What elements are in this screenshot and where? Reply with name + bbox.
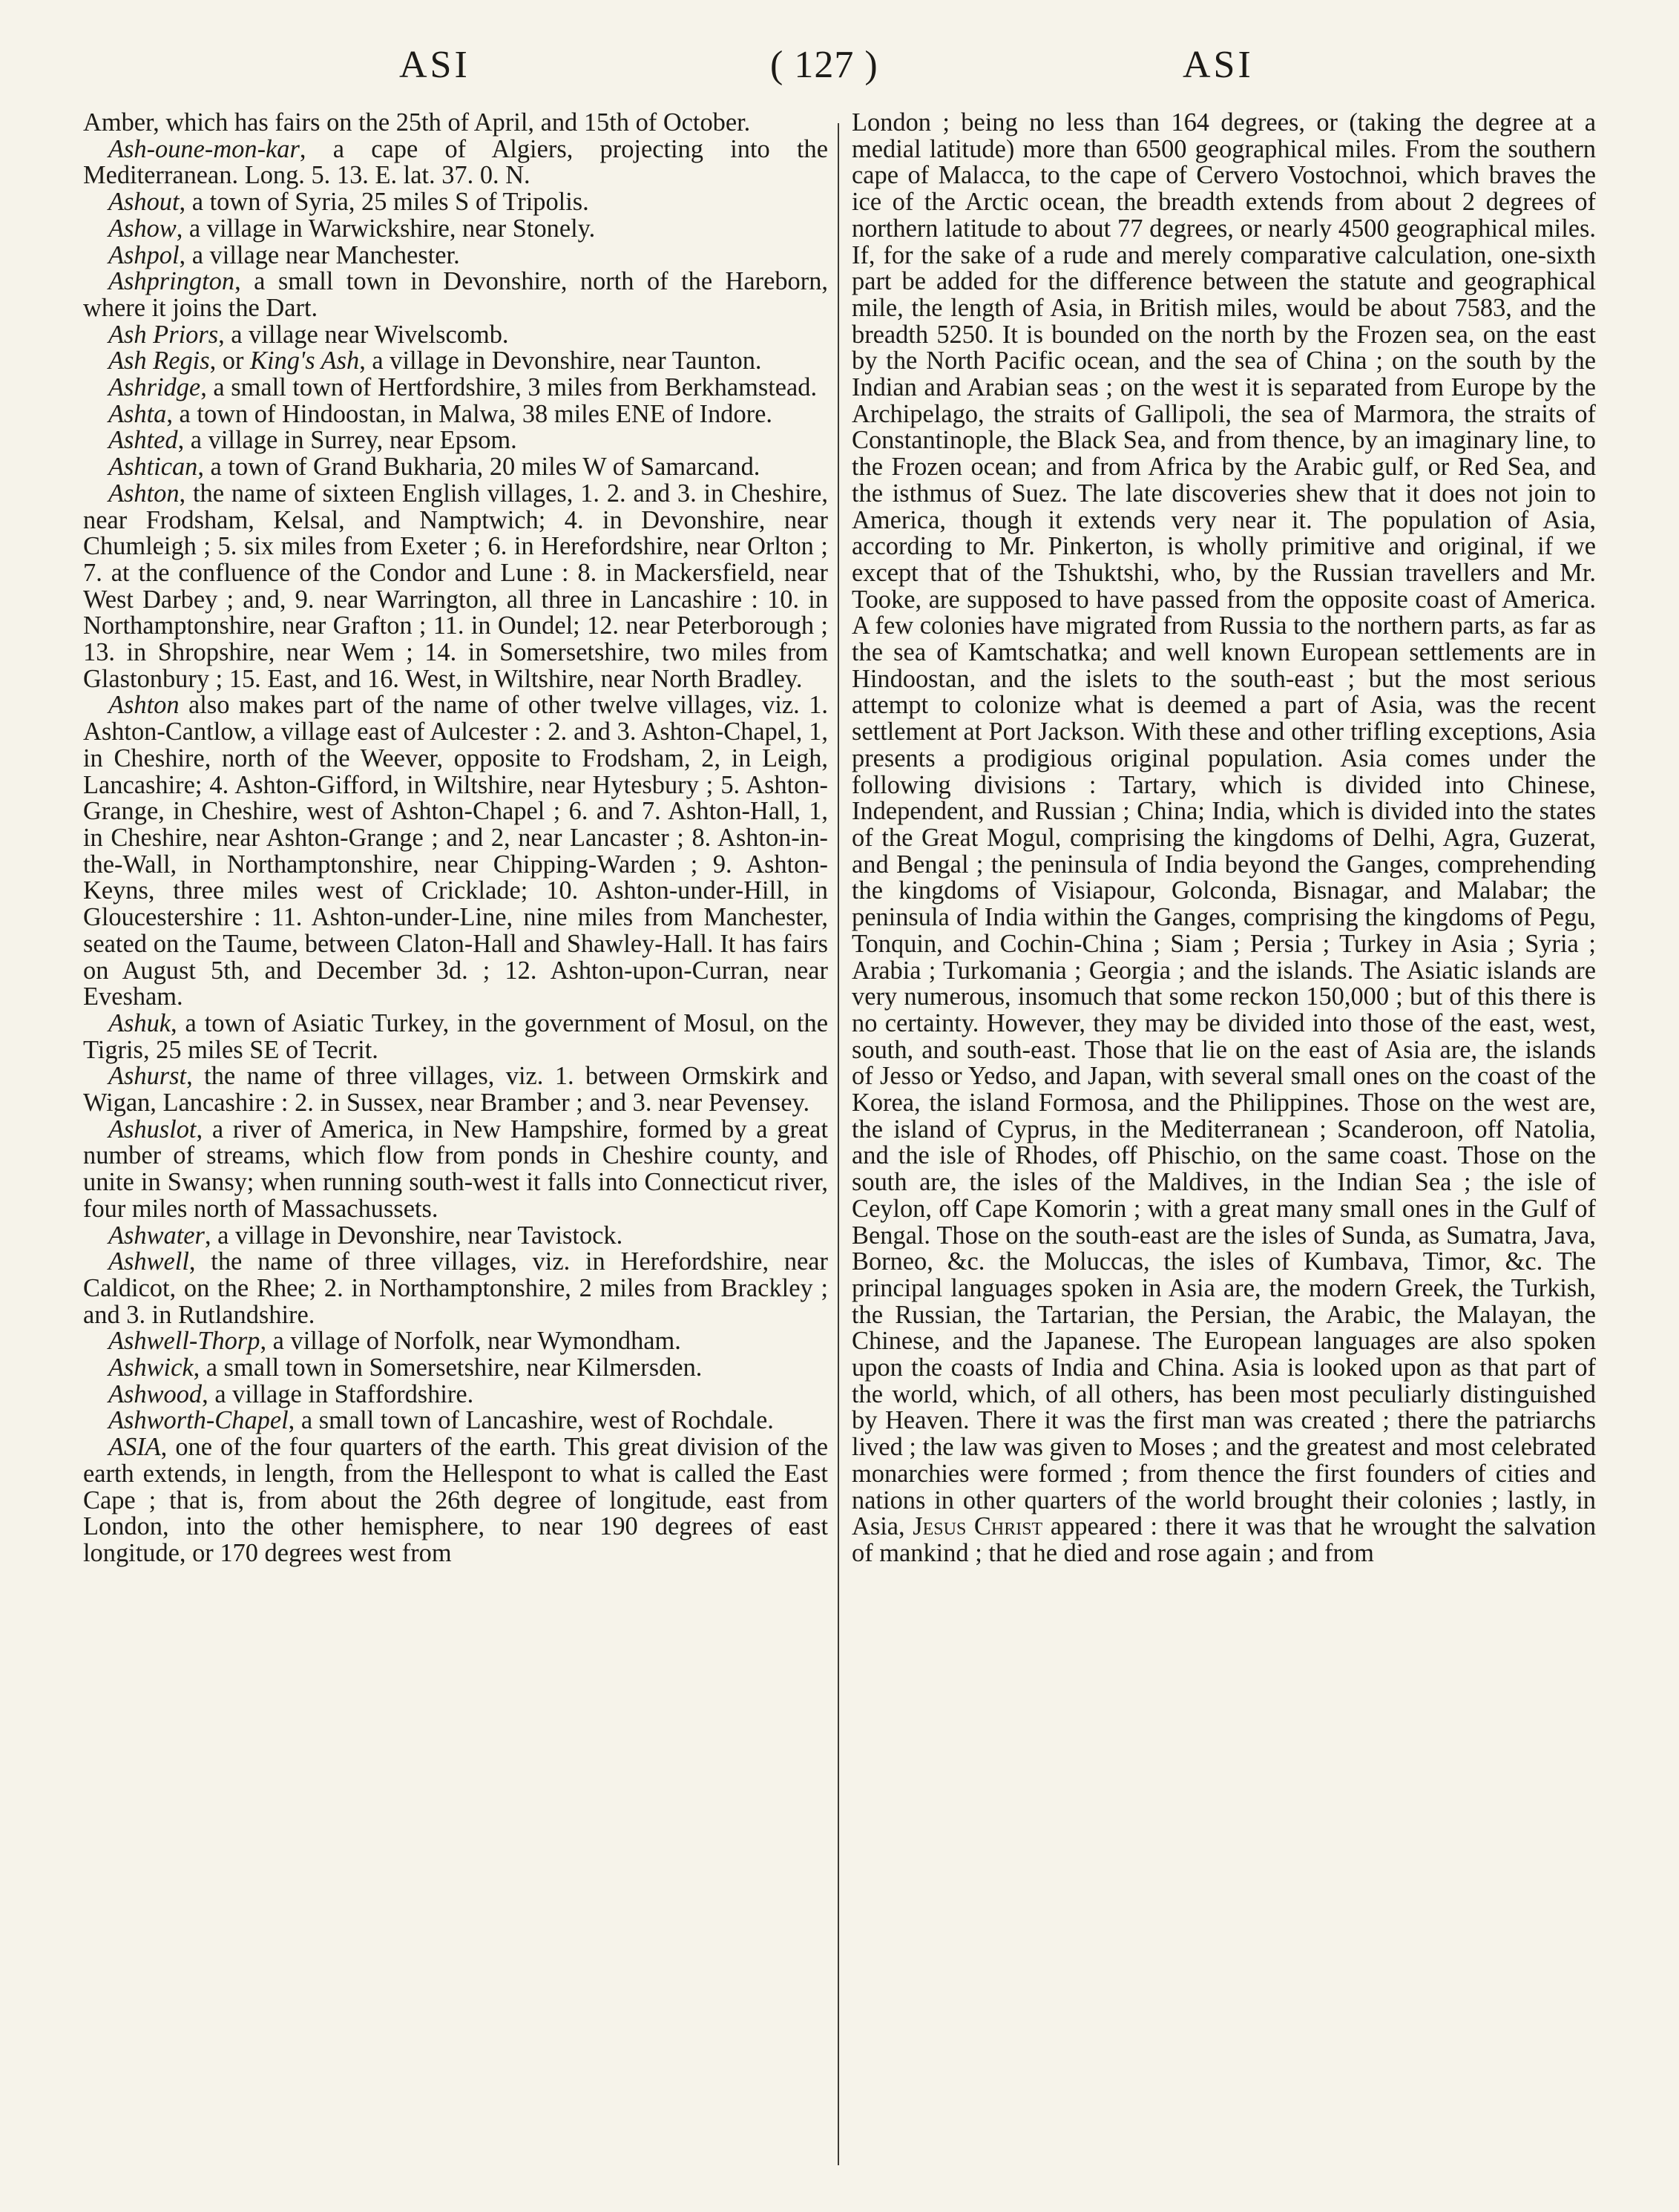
dictionary-entry [83, 375, 828, 401]
dictionary-entry [83, 481, 828, 693]
entry-text: , a village in Surrey, near Epsom. [177, 426, 517, 455]
entry-headword: Ashwick [108, 1353, 194, 1382]
entry-headword: King's Ash [250, 347, 360, 375]
entry-text: , a village in Devonshire, near Tavistock. [204, 1221, 623, 1250]
entry-headword: Ashwell-Thorp [108, 1327, 260, 1356]
entry-text: Amber, which has fairs on the 25th of April, and 15th of October. [83, 110, 751, 137]
entry-text: , a small town in Devonshire, north of the Hareborn, where it joins the Dart. [83, 267, 828, 322]
entry-headword: Ashton [108, 691, 180, 720]
dictionary-entry [83, 189, 828, 216]
entry-headword: Ash Regis [108, 347, 210, 375]
dictionary-entry [83, 1408, 828, 1434]
entry-headword: Ashworth-Chapel [108, 1406, 289, 1435]
entry-text: , a river of America, in New Hampshire, formed by a great number of streams, which flow from ponds in Cheshire county, and unite in Swansy; when running south-west it falls into Connecticut river, four miles north of Massachussets. [83, 1115, 828, 1223]
entry-headword: Ashprington [108, 267, 235, 296]
dictionary-entry [83, 427, 828, 454]
dictionary-entry [83, 1249, 828, 1328]
entry-text: , the name of sixteen English villages, 1. 2. and 3. in Cheshire, near Frodsham, Kelsal, and Namptwich; 4. in Devonshire, near Chumleigh ; 5. six miles from Exeter ; 6. in Herefordshire, near Orlton ; 7. at the confluence of the Condor and Lune : 8. in Mackersfield, near West Darbey ; and, 9. near Warrington, all three in Lancashire : 10. in Northamptonshire, near Grafton ; 11. in Oundel; 12. near Peterborough ; 13. in Shropshire, near Wem ; 14. in Somersetshire, two miles from Glastonbury ; 15. East, and 16. West, in Wiltshire, near North Bradley. [83, 479, 828, 693]
right-column [852, 110, 1596, 2173]
entry-text: , a town of Grand Bukharia, 20 miles W of Samarcand. [197, 453, 760, 482]
entry-headword: Ash Priors [108, 320, 219, 349]
left-column [83, 110, 828, 2173]
entry-headword: Ashridge [108, 373, 201, 402]
asia-entry-continuation [852, 110, 1596, 1567]
entry-text: , a village near Manchester. [179, 240, 460, 269]
dictionary-entry [83, 401, 828, 428]
asia-text-after: appeared : there it was that he wrought the salvation of mankind ; that he died and rose again ; and from [852, 1512, 1596, 1567]
dictionary-entry [83, 322, 828, 349]
dictionary-entry [83, 1355, 828, 1382]
entry-text: , a village near Wivelscomb. [218, 320, 509, 349]
dictionary-entry [83, 454, 828, 481]
running-head-right: ASI [1183, 44, 1254, 86]
column-divider [838, 123, 839, 2165]
entry-text: , a village in Devonshire, near Taunton. [359, 347, 762, 375]
entry-headword: Ashwell [108, 1247, 189, 1276]
dictionary-entry [83, 348, 828, 375]
dictionary-entry [83, 1223, 828, 1250]
entry-headword: Ashuslot [108, 1115, 197, 1143]
asia-text-before: London ; being no less than 164 degrees, or (taking the degree at a medial latitude) more than 6500 geographical miles. From the southern cape of Malacca, to the cape of Cervero Vostochnoi, which braves the ice of the Arctic ocean, the breadth extends from about 2 degrees of northern latitude to about 77 degrees, or nearly 4500 geographical miles. If, for the sake of a rude and merely comparative calculation, one-sixth part be added for the difference between the statute and geographical mile, the length of Asia, in British miles, would be about 7583, and the breadth 5250. It is bounded on the north by the Frozen sea, on the east by the North Pacific ocean, and the sea of China ; on the south by the Indian and Arabian seas ; on the west it is separated from Europe by the Archipelago, the straits of Gallipoli, the sea of Marmora, the straits of Constantinople, the Black Sea, and from thence, by an imaginary line, to the Frozen ocean; and from Africa by the Arabic gulf, or Red Sea, and the isthmus of Suez. The late discoveries shew that it does not join to America, though it extends very near it. The population of Asia, according to Mr. Pinkerton, is wholly primitive and original, if we except that of the Tshuktshi, who, by the Russian travellers and Mr. Tooke, are supposed to have passed from the opposite coast of America. A few colonies have migrated from Russia to the northern parts, as far as the sea of Kamtschatka; and well known European settlements are in Hindoostan, and the islets to the south-east ; but the most serious attempt to colonize what is deemed a part of Asia, was the recent settlement at Port Jackson. With these and other trifling exceptions, Asia presents a prodigious original population. Asia comes under the following divisions : Tartary, which is divided into Chinese, Independent, and Russian ; China; India, which is divided into the states of the Great Mogul, comprising the kingdoms of Delhi, Agra, Guzerat, and Bengal ; the peninsula of India beyond the Ganges, comprehending the kingdoms of Visiapour, Golconda, Bisnagar, and Malabar; the peninsula of India within the Ganges, comprising the kingdoms of Pegu, Tonquin, and Cochin-China ; Siam ; Persia ; Turkey in Asia ; Syria ; Arabia ; Turkomania ; Georgia ; and the islands. The Asiatic islands are very numerous, insomuch that some reckon 150,000 ; but of this there is no certainty. However, they may be divided into those of the east, west, south, and south-east. Those that lie on the east of Asia are, the islands of Jesso or Yedso, and Japan, with several small ones on the coast of the Korea, the island Formosa, and the Philippines. Those on the west are, the island of Cyprus, in the Mediterranean ; Scanderoon, off Natolia, and the isle of Rhodes, off Phischio, on the same coast. Those on the south are, the isles of the Maldives, in the Indian Sea ; the isle of Ceylon, off Cape Komorin ; with a great many small ones in the Gulf of Bengal. Those on the south-east are the isles of Sunda, as Sumatra, Java, Borneo, &c. the Moluccas, the isles of Kumbava, Timor, &c. The principal languages spoken in Asia are, the modern Greek, the Turkish, the Russian, the Tartarian, the Persian, the Arabic, the Malayan, the Chinese, and the Japanese. The European languages are also spoken upon the coasts of India and China. Asia is looked upon as that part of the world, which, of all others, has been most peculiarly distinguished by Heaven. There it was the first man was created ; there the patriarchs lived ; the law was given to Moses ; and the greatest and most celebrated monarchies were formed ; from thence the first founders of cities and nations in other quarters of the world brought their colonies ; lastly, in Asia, [852, 110, 1596, 1541]
entry-text: , a village in Staffordshire. [202, 1379, 474, 1408]
entry-text: , a town of Asiatic Turkey, in the government of Mosul, on the Tigris, 25 miles SE of Tecrit. [83, 1008, 828, 1064]
dictionary-entry [83, 1063, 828, 1116]
entry-text: , a village in Warwickshire, near Stonely. [176, 214, 596, 243]
entry-text: , the name of three villages, viz. in Herefordshire, near Caldicot, on the Rhee; 2. in Northamptonshire, 2 miles from Brackley ; and 3. in Rutlandshire. [83, 1247, 828, 1329]
entry-text: , a town of Hindoostan, in Malwa, 38 miles ENE of Indore. [166, 399, 772, 428]
dictionary-entry [83, 110, 828, 137]
small-caps-name: Jesus Christ [913, 1512, 1043, 1541]
entry-headword: Ashted [108, 426, 178, 455]
dictionary-entry [83, 1379, 828, 1408]
entry-text: , a cape of Algiers, projecting into the Mediterranean. Long. 5. 13. E. lat. 37. 0. N. [83, 134, 828, 190]
entry-headword: Ashton [108, 479, 180, 508]
dictionary-entry [83, 1434, 828, 1567]
dictionary-entry [83, 240, 828, 269]
entry-headword: Ashurst [108, 1062, 187, 1091]
entry-headword: Ash-oune-mon-kar [108, 134, 300, 163]
entry-headword: Ashpol [108, 240, 180, 269]
entry-text: , one of the four quarters of the earth. This great division of the earth extends, in length, from the Hellespont to what is called the East Cape ; that is, from about the 26th degree of longitude, east from London, into the other hemisphere, to near 190 degrees of east longitude, or 170 degrees west from [83, 1433, 828, 1567]
dictionary-entry [83, 134, 828, 190]
entry-headword: ASIA [108, 1433, 161, 1462]
entry-text: , a village of Norfolk, near Wymondham. [260, 1327, 681, 1356]
entry-headword: Ashwater [108, 1221, 205, 1250]
entry-text: also makes part of the name of other twelve villages, viz. 1. Ashton-Cantlow, a village east of Aulcester : 2. and 3. Ashton-Chapel, 1, in Cheshire, north of the Weever, opposite to Frodsham, 2, in Leigh, Lancashire; 4. Ashton-Gifford, in Wiltshire, near Hytesbury ; 5. Ashton-Grange, in Cheshire, west of Ashton-Chapel ; 6. and 7. Ashton-Hall, 1, in Cheshire, near Ashton-Grange ; and 2, near Lancaster ; 8. Ashton-in-the-Wall, in Northamptonshire, near Chipping-Warden ; 9. Ashton-Keyns, three miles west of Cricklade; 10. Ashton-under-Hill, in Gloucestershire : 11. Ashton-under-Line, nine miles from Manchester, seated on the Taume, between Claton-Hall and Shawley-Hall. It has fairs on August 5th, and December 3d. ; 12. Ashton-upon-Curran, near Evesham. [83, 691, 828, 1011]
entry-text: , a town of Syria, 25 miles S of Tripolis. [179, 188, 589, 217]
dictionary-entry [83, 1008, 828, 1064]
entry-headword: Ashta [108, 399, 167, 428]
entry-headword: Ashtican [108, 453, 198, 482]
entry-headword: Ashuk [108, 1008, 171, 1037]
entry-text: , or [209, 347, 251, 375]
entry-headword: Ashwood [108, 1379, 203, 1408]
page-number: ( 127 ) [770, 44, 878, 86]
dictionary-entry [83, 1117, 828, 1223]
entry-headword: Ashout [108, 188, 180, 217]
dictionary-entry [83, 1328, 828, 1355]
entry-text: , a small town of Hertfordshire, 3 miles from Berkhamstead. [200, 373, 818, 402]
entry-text: , the name of three villages, viz. 1. between Ormskirk and Wigan, Lancashire : 2. in Sussex, near Bramber ; and 3. near Pevensey. [83, 1062, 828, 1118]
entry-headword: Ashow [108, 214, 177, 243]
dictionary-entry [83, 269, 828, 321]
entry-text: , a small town in Somersetshire, near Kilmersden. [193, 1353, 703, 1382]
running-head-left: ASI [399, 44, 470, 86]
entry-text: , a small town of Lancashire, west of Rochdale. [288, 1406, 774, 1435]
dictionary-entry [83, 216, 828, 243]
dictionary-entry [83, 692, 828, 1010]
